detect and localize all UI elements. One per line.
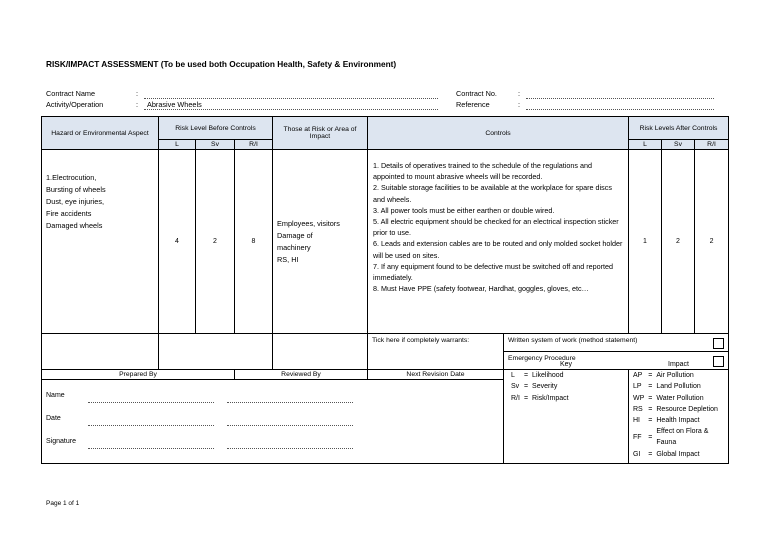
reviewed-date-field[interactable]	[227, 425, 353, 426]
key-cell	[504, 361, 629, 464]
impact-eq: =	[648, 433, 653, 441]
blank-cell	[42, 334, 159, 370]
prepared-signature-field[interactable]	[88, 448, 214, 449]
emergency-label: Emergency Procedure	[508, 354, 576, 362]
at-risk-line: RS, HI	[277, 254, 299, 264]
key-code: L	[511, 372, 515, 380]
impact-text: Health Impact	[656, 417, 700, 425]
contract-no-field[interactable]	[526, 98, 714, 99]
activity-value: Abrasive Wheels	[147, 100, 202, 109]
reviewed-by-header: Reviewed By	[235, 370, 368, 380]
before-ri-value: 8	[235, 150, 273, 334]
control-item: 2. Suitable storage facilities to be available at the workplace for spare discs and wheels.	[373, 183, 612, 204]
written-system-row	[504, 334, 729, 352]
impact-text: Water Pollution	[656, 394, 704, 402]
key-eq: =	[523, 394, 529, 402]
impact-code: GI	[633, 450, 641, 458]
key-title: Key	[559, 361, 573, 368]
control-item: 3. All power tools must be either earthen or double wired.	[373, 205, 555, 215]
contract-name-label: Contract Name	[46, 89, 96, 98]
emergency-checkbox[interactable]	[713, 356, 724, 367]
at-risk-line: machinery	[277, 242, 311, 252]
colon: :	[136, 89, 139, 98]
document-title: RISK/IMPACT ASSESSMENT (To be used both Occupation Health, Safety & Environment)	[46, 59, 397, 69]
impact-code: WP	[633, 394, 645, 402]
reference-field[interactable]	[526, 109, 714, 110]
control-item: 7. If any equipment found to be defective must be switched off and reported immediately.	[373, 261, 614, 283]
impact-code: HI	[633, 417, 640, 425]
key-text: Likelihood	[532, 372, 564, 380]
impact-code: AP	[633, 372, 643, 380]
date-label: Date	[46, 415, 61, 422]
reviewed-signature-field[interactable]	[227, 448, 353, 449]
impact-eq: =	[648, 450, 653, 458]
key-code: Sv	[511, 383, 520, 391]
after-ri-header: R/I	[695, 140, 729, 150]
after-sv-value: 2	[662, 150, 695, 334]
name-label: Name	[46, 392, 65, 399]
tick-label: Tick here if completely warrants:	[368, 334, 504, 370]
at-risk-line: Damage of	[277, 230, 313, 240]
at-risk-cell	[273, 150, 368, 334]
controls-cell	[368, 150, 629, 334]
impact-text: Land Pollution	[656, 383, 701, 391]
before-ri-header: R/I	[235, 140, 273, 150]
prepared-by-header: Prepared By	[42, 370, 235, 380]
reviewed-name-field[interactable]	[227, 402, 353, 403]
impact-text: Effect on Flora & Fauna	[656, 428, 709, 447]
prepared-name-field[interactable]	[88, 402, 214, 403]
hazard-line: Damaged wheels	[46, 221, 103, 230]
risk-after-header: Risk Levels After Controls	[629, 117, 729, 140]
key-code: R/I	[511, 394, 520, 402]
reference-label: Reference	[456, 100, 490, 109]
at-risk-header: Those at Risk or Area of Impact	[273, 117, 368, 150]
key-eq: =	[523, 383, 529, 391]
control-item: 5. All electric equipment should be checked for an electrical inspection sticker prior to use.	[373, 217, 619, 238]
control-item: 6. Leads and extension cables are to be routed and only molded socket holder will be used on sites.	[373, 239, 623, 260]
hazard-line: Bursting of wheels	[46, 185, 106, 194]
control-item: 1. Details of operatives trained to the schedule of the regulations and appointed to mount abrasive wheels will be recorded.	[373, 161, 592, 182]
impact-text: Resource Depletion	[656, 405, 718, 413]
colon: :	[136, 100, 139, 109]
after-sv-header: Sv	[662, 140, 695, 150]
prepared-date-field[interactable]	[88, 425, 214, 426]
risk-before-header: Risk Level Before Controls	[159, 117, 273, 140]
written-system-checkbox[interactable]	[713, 338, 724, 349]
hazard-header: Hazard or Environmental Aspect	[42, 117, 159, 150]
before-sv-value: 2	[196, 150, 235, 334]
impact-eq: =	[648, 417, 653, 425]
key-text: Severity	[532, 383, 558, 391]
hazard-line: Dust, eye injuries,	[46, 197, 104, 206]
at-risk-line: Employees, visitors	[277, 218, 340, 228]
activity-field[interactable]	[144, 109, 438, 110]
impact-code: FF	[633, 433, 642, 441]
written-system-label: Written system of work (method statement)	[508, 336, 638, 344]
signature-label: Signature	[46, 438, 76, 445]
impact-eq: =	[648, 405, 653, 413]
page-footer: Page 1 of 1	[46, 500, 80, 507]
hazard-cell	[42, 150, 159, 334]
blank-cell	[159, 334, 273, 370]
contract-no-label: Contract No.	[456, 89, 497, 98]
hazard-line: Fire accidents	[46, 209, 92, 218]
before-sv-header: Sv	[196, 140, 235, 150]
after-ri-value: 2	[695, 150, 729, 334]
impact-code: LP	[633, 383, 642, 391]
signature-area	[42, 380, 504, 464]
key-table	[509, 370, 571, 404]
hazard-line: 1.Electrocution,	[46, 173, 97, 182]
impact-table	[631, 370, 728, 460]
impact-eq: =	[648, 394, 653, 402]
control-item: 8. Must Have PPE (safety footwear, Hardhat, goggles, gloves, etc…	[373, 284, 589, 294]
before-l-value: 4	[159, 150, 196, 334]
impact-title: Impact	[668, 361, 690, 368]
impact-cell	[629, 361, 729, 464]
impact-text: Global Impact	[656, 450, 700, 458]
before-l-header: L	[159, 140, 196, 150]
after-l-header: L	[629, 140, 662, 150]
colon: :	[518, 89, 521, 98]
colon: :	[518, 100, 521, 109]
after-l-value: 1	[629, 150, 662, 334]
contract-name-field[interactable]	[144, 98, 438, 99]
key-text: Risk/Impact	[532, 394, 569, 402]
impact-eq: =	[648, 383, 653, 391]
impact-eq: =	[648, 372, 653, 380]
activity-label: Activity/Operation	[46, 100, 104, 109]
assessment-table	[41, 116, 729, 464]
blank-cell	[273, 334, 368, 370]
controls-header: Controls	[368, 117, 629, 150]
key-eq: =	[523, 372, 529, 380]
impact-text: Air Pollution	[656, 372, 694, 380]
impact-code: RS	[633, 405, 643, 413]
next-revision-header: Next Revision Date	[368, 370, 504, 380]
